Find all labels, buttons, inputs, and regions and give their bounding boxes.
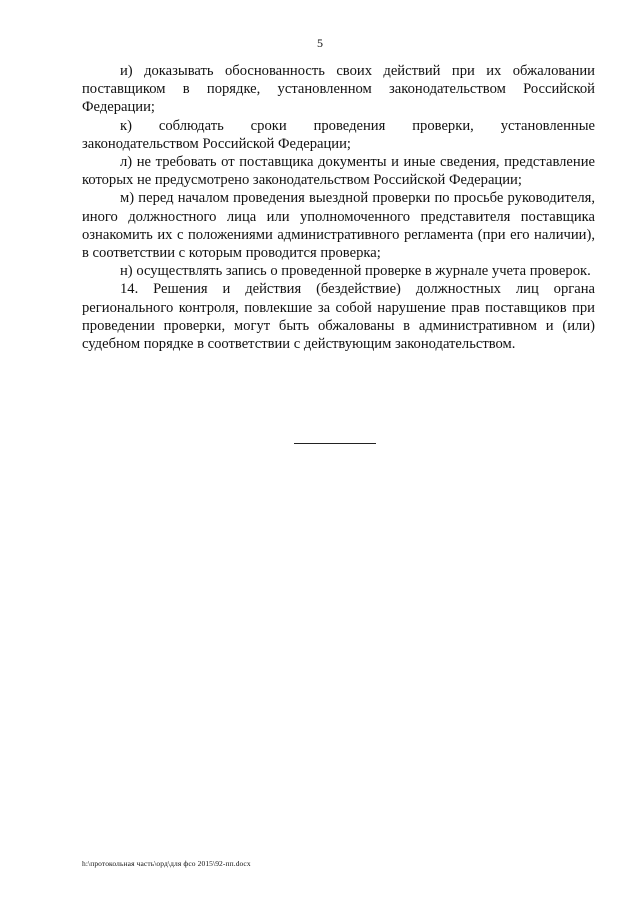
paragraph-item-n: н) осуществлять запись о проведенной проверке в журнале учета проверок.: [120, 263, 591, 280]
end-separator-line: [294, 443, 376, 444]
paragraph-item-m: м) перед началом проведения выездной проверки по просьбе руководителя, иного должностного лица или уполномоченного представителя поставщика ознакомить их с положениями административного регламента (при его наличии), в соответствии с которым проводится проверка;: [82, 190, 595, 262]
paragraph-item-k: к) соблюдать сроки проведения проверки, установленные законодательством Российской Федерации;: [82, 117, 595, 152]
paragraph-14: 14. Решения и действия (бездействие) должностных лиц органа регионального контроля, повлекшие за собой нарушение прав поставщиков при проведении проверки, могут быть обжалованы в административном и (или) судебном порядке в соответствии с действующим законодательством.: [82, 281, 595, 353]
paragraph-item-i: и) доказывать обоснованность своих действий при их обжаловании поставщиком в порядке, установленном законодательством Российской Федерации;: [82, 63, 595, 116]
page-number: 5: [317, 36, 323, 50]
document-body: [82, 62, 595, 353]
footer-file-path: h:\протокольная часть\орд\для фсо 2015\92-пп.docx: [82, 859, 251, 868]
paragraph-item-l: л) не требовать от поставщика документы и иные сведения, представление которых не предусмотрено законодательством Российской Федерации;: [82, 154, 595, 189]
